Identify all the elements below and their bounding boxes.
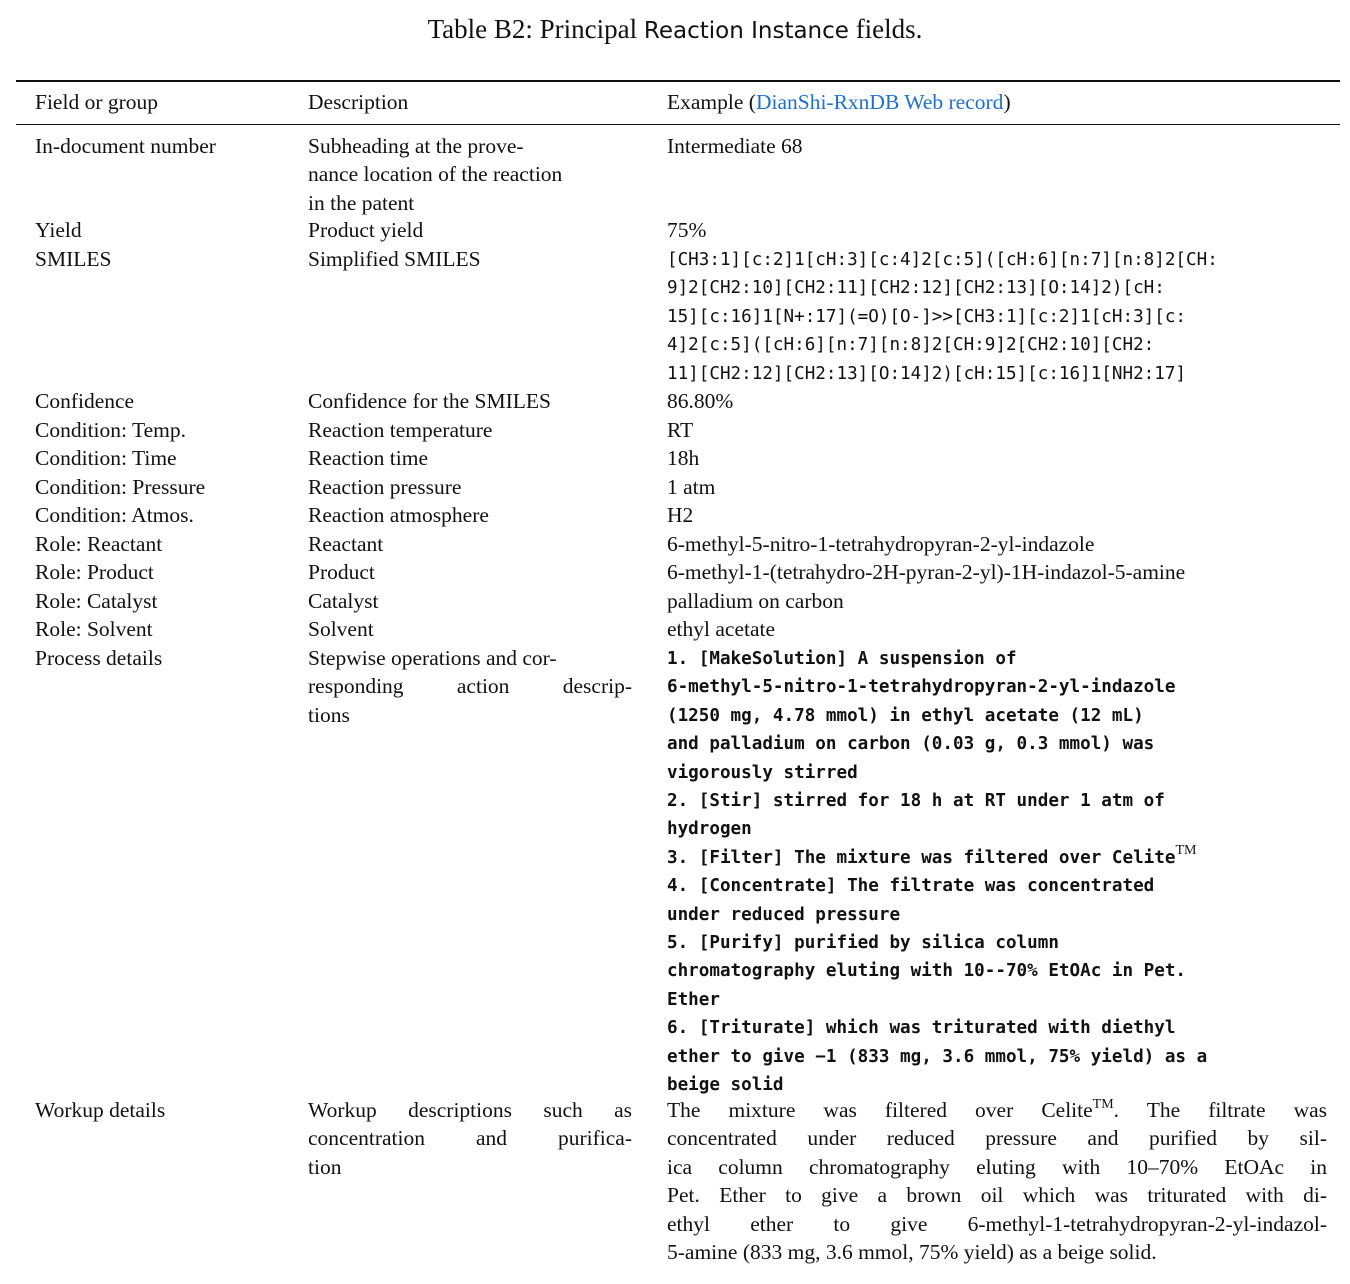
smiles-line: [CH3:1][c:2]1[cH:3][c:4]2[c:5]([cH:6][n:7][n:8]2[CH: [667, 250, 1218, 270]
header-example-suffix: ) [1003, 90, 1011, 114]
field-product: Role: Product [35, 560, 154, 584]
example-process-details [667, 645, 1327, 1100]
field-confidence: Confidence [35, 389, 135, 413]
desc-smiles: Simplified SMILES [308, 247, 481, 271]
process-step: 6. [Triturate] which was triturated with diethyl ether to give −1 (833 mg, 3.6 mmol, 75% yield) as a beige solid [667, 1018, 1208, 1096]
desc-atmosphere: Reaction atmosphere [308, 503, 489, 527]
desc-catalyst: Catalyst [308, 589, 379, 613]
desc-workup-details [308, 1096, 632, 1181]
trademark-sup: TM [1092, 1097, 1114, 1112]
desc-line: Subheading at the prove- [308, 134, 524, 158]
desc-line: in the patent [308, 190, 415, 215]
example-solvent: ethyl acetate [667, 617, 776, 641]
workup-line: Pet. Ether to give a brown oil which was triturated with di- [667, 1183, 1327, 1208]
example-catalyst: palladium on carbon [667, 589, 844, 613]
desc-temp: Reaction temperature [308, 418, 493, 442]
table-caption [0, 14, 1350, 46]
workup-line [667, 1096, 1327, 1124]
caption-title: Reaction Instance [643, 18, 849, 44]
header-rule [16, 124, 1340, 125]
workup-line: 5-amine (833 mg, 3.6 mmol, 75% yield) as a beige solid. [667, 1240, 1157, 1265]
desc-line: Stepwise operations and cor- [308, 646, 557, 670]
process-step-text: 3. [Filter] The mixture was filtered over Celite [667, 847, 1176, 868]
field-yield: Yield [35, 218, 82, 242]
header-example [667, 88, 1327, 116]
example-product: 6-methyl-1-(tetrahydro-2H-pyran-2-yl)-1H-indazol-5-amine [667, 560, 1186, 584]
process-step: 1. [MakeSolution] A suspension of 6-methyl-5-nitro-1-tetrahydropyran-2-yl-indazole (1250 mg, 4.78 mmol) in ethyl acetate (12 mL) and palladium on carbon (0.03 g, 0.3 mmol) was vigorously stirred [667, 649, 1176, 783]
workup-line-start: The mixture was filtered over Celite [667, 1098, 1093, 1122]
example-temp: RT [667, 418, 694, 442]
desc-yield: Product yield [308, 218, 424, 242]
desc-line: Workup descriptions such as [308, 1098, 632, 1122]
desc-pressure: Reaction pressure [308, 475, 462, 499]
example-pressure: 1 atm [667, 475, 716, 499]
field-pressure: Condition: Pressure [35, 475, 206, 499]
field-catalyst: Role: Catalyst [35, 589, 158, 613]
example-atmosphere: H2 [667, 503, 694, 527]
workup-line: ica column chromatography eluting with 10–70% EtOAc in [667, 1154, 1327, 1179]
field-process-details: Process details [35, 646, 163, 670]
header-description: Description [308, 90, 409, 114]
example-reactant: 6-methyl-5-nitro-1-tetrahydropyran-2-yl-indazole [667, 532, 1095, 556]
caption-suffix: fields. [848, 14, 923, 44]
workup-line-tail: . The filtrate was [1113, 1098, 1328, 1122]
dianshi-record-link[interactable]: DianShi-RxnDB Web record [755, 90, 1004, 114]
desc-product: Product [308, 560, 375, 584]
workup-line: ethyl ether to give 6-methyl-1-tetrahydropyran-2-yl-indazol- [667, 1211, 1327, 1236]
desc-time: Reaction time [308, 446, 429, 470]
header-field: Field or group [35, 90, 159, 114]
desc-confidence: Confidence for the SMILES [308, 389, 552, 413]
top-rule [16, 80, 1340, 82]
example-time: 18h [667, 446, 700, 470]
smiles-line: 11][CH2:12][CH2:13][O:14]2)[cH:15][c:16]1[NH2:17] [667, 363, 1187, 384]
field-smiles: SMILES [35, 247, 112, 271]
process-step: 5. [Purify] purified by silica column chromatography eluting with 10--70% EtOAc in Pet. Ether [667, 933, 1187, 1010]
field-time: Condition: Time [35, 446, 177, 470]
field-workup-details: Workup details [35, 1098, 166, 1122]
example-workup-details [667, 1096, 1327, 1266]
header-example-prefix: Example ( [667, 90, 756, 114]
desc-solvent: Solvent [308, 617, 374, 641]
desc-line: nance location of the reaction [308, 162, 563, 187]
desc-line: tion [308, 1154, 342, 1179]
field-temp: Condition: Temp. [35, 418, 186, 442]
example-smiles [667, 246, 1327, 388]
example-confidence: 86.80% [667, 389, 734, 413]
desc-line: responding action descrip- [308, 674, 632, 699]
example-yield: 75% [667, 218, 707, 242]
example-in-document-number: Intermediate 68 [667, 134, 803, 158]
field-atmosphere: Condition: Atmos. [35, 503, 194, 527]
caption-prefix: Table B2: Principal [427, 14, 644, 44]
desc-process-details [308, 644, 632, 729]
process-step [667, 844, 1327, 872]
field-solvent: Role: Solvent [35, 617, 153, 641]
trademark-sup: TM [1175, 842, 1197, 858]
desc-line: concentration and purifica- [308, 1126, 632, 1151]
field-reactant: Role: Reactant [35, 532, 163, 556]
field-in-document-number: In-document number [35, 134, 216, 158]
workup-line: concentrated under reduced pressure and purified by sil- [667, 1126, 1327, 1151]
smiles-line: 15][c:16]1[N+:17](=O)[O-]>>[CH3:1][c:2]1[cH:3][c: [667, 306, 1187, 327]
desc-line: tions [308, 702, 350, 727]
process-step: 2. [Stir] stirred for 18 h at RT under 1 atm of hydrogen [667, 791, 1165, 840]
smiles-line: 4]2[c:5]([cH:6][n:7][n:8]2[CH:9]2[CH2:10][CH2: [667, 335, 1155, 356]
process-step: 4. [Concentrate] The filtrate was concentrated under reduced pressure [667, 876, 1155, 925]
desc-reactant: Reactant [308, 532, 384, 556]
smiles-line: 9]2[CH2:10][CH2:11][CH2:12][CH2:13][O:14]2)[cH: [667, 278, 1165, 299]
desc-in-document-number [308, 132, 632, 217]
